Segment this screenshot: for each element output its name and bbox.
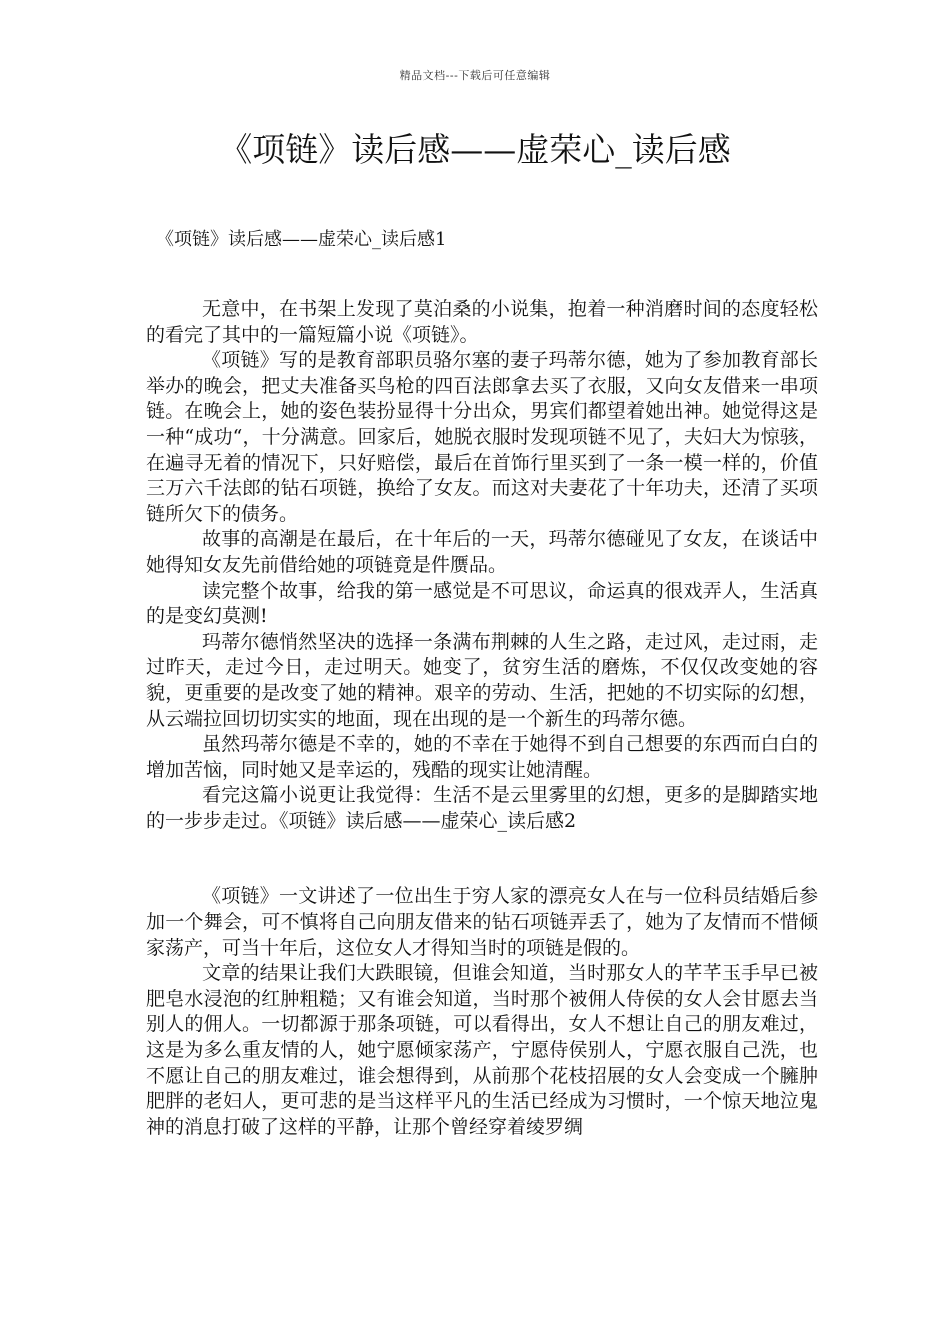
paragraph: 无意中，在书架上发现了莫泊桑的小说集，抱着一种消磨时间的态度轻松的看完了其中的一篇短篇小说《项链》。 [146,298,818,346]
paragraph: 虽然玛蒂尔德是不幸的，她的不幸在于她得不到自己想要的东西而白白的增加苦恼，同时她又是幸运的，残酷的现实让她清醒。 [146,733,818,781]
paragraph: 《项链》写的是教育部职员骆尔塞的妻子玛蒂尔德，她为了参加教育部长举办的晚会，把丈夫准备买鸟枪的四百法郎拿去买了衣服，又向女友借来一串项链。在晚会上，她的姿色装扮显得十分出众，男宾们都望着她出神。她觉得这是一种“成功“，十分满意。回家后，她脱衣服时发现项链不见了，夫妇大为惊骇，在遍寻无着的情况下，只好赔偿，最后在首饰行里买到了一条一模一样的，价值三万六千法郎的钻石项链，换给了女友。而这对夫妻花了十年功夫，还清了买项链所欠下的债务。 [146,349,818,525]
paragraph: 故事的高潮是在最后，在十年后的一天，玛蒂尔德碰见了女友，在谈话中她得知女友先前借给她的项链竟是件赝品。 [146,528,818,576]
paragraph-with-heading [146,783,818,834]
paragraph: 玛蒂尔德悄然坚决的选择一条满布荆棘的人生之路，走过风，走过雨，走过昨天，走过今日，走过明天。她变了，贫穷生活的磨炼，不仅仅改变她的容貌，更重要的是改变了她的精神。艰辛的劳动、生活，把她的不切实际的幻想，从云端拉回切切实实的地面，现在出现的是一个新生的玛蒂尔德。 [146,630,818,730]
paragraph: 读完整个故事，给我的第一感觉是不可思议，命运真的很戏弄人，生活真的是变幻莫测! [146,579,818,628]
body-text [146,297,818,1140]
section-break [146,834,818,884]
document-title: 《项链》读后感——虚荣心_读后感 [219,130,731,169]
section-2-heading: 《项链》读后感——虚荣心_读后感2 [279,809,577,832]
header-note: 精品文档---下载后可任意编辑 [399,69,551,82]
paragraph: 文章的结果让我们大跌眼镜，但谁会知道，当时那女人的芊芊玉手早已被肥皂水浸泡的红肿粗糙；又有谁会知道，当时那个被佣人侍侯的女人会甘愿去当别人的佣人。一切都源于那条项链，可以看得出，女人不想让自己的朋友难过，这是为多么重友情的人，她宁愿倾家荡产，宁愿侍侯别人，宁愿衣服自己洗，也不愿让自己的朋友难过，谁会想得到，从前那个花枝招展的女人会变成一个臃肿肥胖的老妇人，更可悲的是当这样平凡的生活已经成为习惯时，一个惊天地泣鬼神的消息打破了这样的平静，让那个曾经穿着绫罗绸 [146,962,818,1138]
paragraph: 《项链》一文讲述了一位出生于穷人家的漂亮女人在与一位科员结婚后参加一个舞会，可不慎将自己向朋友借来的钻石项链弄丢了，她为了友情而不惜倾家荡产，可当十年后，这位女人才得知当时的项链是假的。 [146,885,818,959]
section-1-heading: 《项链》读后感——虚荣心_读后感1 [156,229,447,250]
paragraph-text: 看完这篇小说更让我觉得：生活不是云里雾里的幻想，更多的是脚踏实地的一步步走过。 [146,784,818,832]
